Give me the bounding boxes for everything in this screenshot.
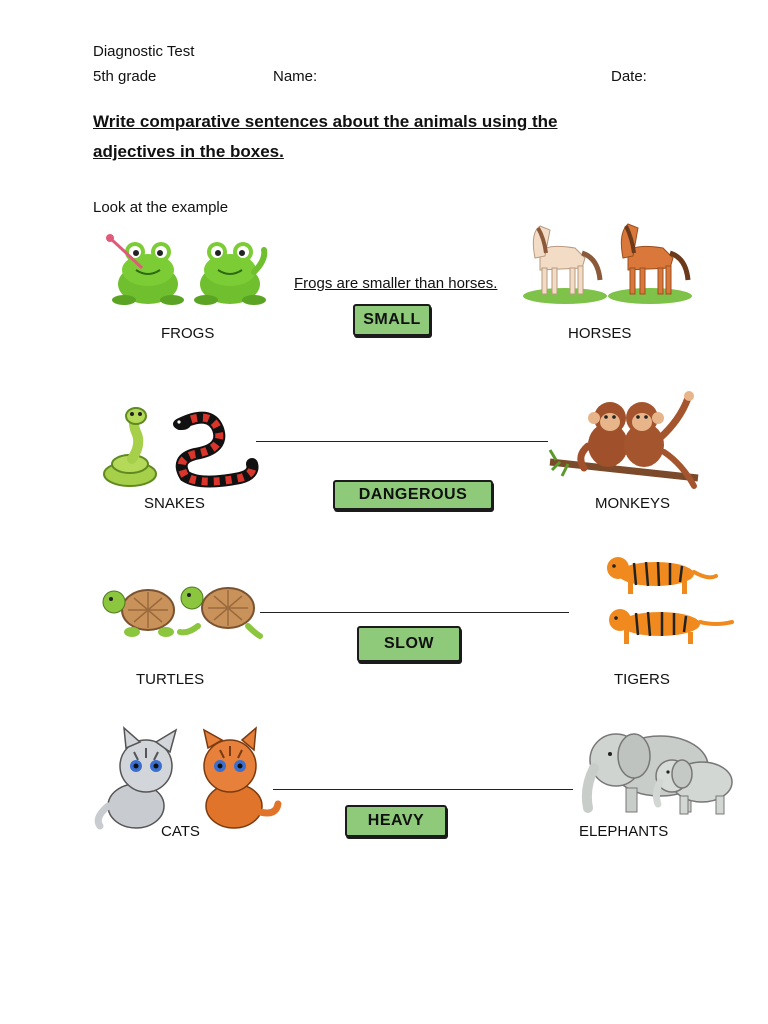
- answer-line-3[interactable]: [260, 611, 569, 613]
- snake-icon: [104, 408, 156, 486]
- frog-icon: [106, 234, 184, 305]
- tigers-illustration: [604, 550, 736, 646]
- instruction-line-2: adjectives in the boxes.: [93, 142, 284, 161]
- frog-icon: [194, 242, 266, 305]
- label-horses: HORSES: [568, 325, 632, 342]
- adjective-box-slow: SLOW: [357, 626, 461, 662]
- horse-icon: [621, 224, 688, 294]
- name-label: Name:: [273, 68, 318, 85]
- label-tigers: TIGERS: [614, 671, 670, 688]
- test-title: Diagnostic Test: [93, 43, 195, 60]
- tiger-icon: [607, 557, 716, 594]
- instruction-line-1: Write comparative sentences about the animals using the: [93, 112, 558, 131]
- cat-icon: [204, 728, 278, 828]
- elephant-icon: [656, 760, 732, 814]
- grade-label: 5th grade: [93, 68, 157, 85]
- horse-icon: [533, 226, 600, 294]
- horses-illustration: [520, 218, 695, 306]
- cats-illustration: [94, 726, 284, 830]
- answer-line-2[interactable]: [256, 440, 548, 442]
- turtle-icon: [103, 590, 174, 637]
- turtle-icon: [180, 587, 260, 636]
- adjective-box-heavy: HEAVY: [345, 805, 447, 837]
- frogs-illustration: [100, 232, 270, 307]
- example-intro: Look at the example: [93, 199, 229, 216]
- snakes-illustration: [102, 404, 262, 490]
- label-elephants: ELEPHANTS: [579, 823, 669, 840]
- adjective-box-small: SMALL: [353, 304, 431, 336]
- example-sentence: Frogs are smaller than horses.: [294, 275, 498, 292]
- label-monkeys: MONKEYS: [595, 495, 671, 512]
- turtles-illustration: [98, 582, 260, 642]
- elephants-illustration: [580, 718, 738, 818]
- date-label: Date:: [611, 68, 647, 85]
- label-cats: CATS: [161, 823, 200, 840]
- label-turtles: TURTLES: [136, 671, 205, 688]
- tiger-icon: [609, 609, 732, 644]
- snake-icon: [173, 418, 253, 482]
- cat-icon: [98, 728, 176, 828]
- monkey-icon: [581, 402, 628, 468]
- label-snakes: SNAKES: [144, 495, 205, 512]
- adjective-box-dangerous: DANGEROUS: [333, 480, 493, 510]
- monkeys-illustration: [548, 390, 700, 490]
- answer-line-4[interactable]: [273, 788, 573, 790]
- label-frogs: FROGS: [161, 325, 215, 342]
